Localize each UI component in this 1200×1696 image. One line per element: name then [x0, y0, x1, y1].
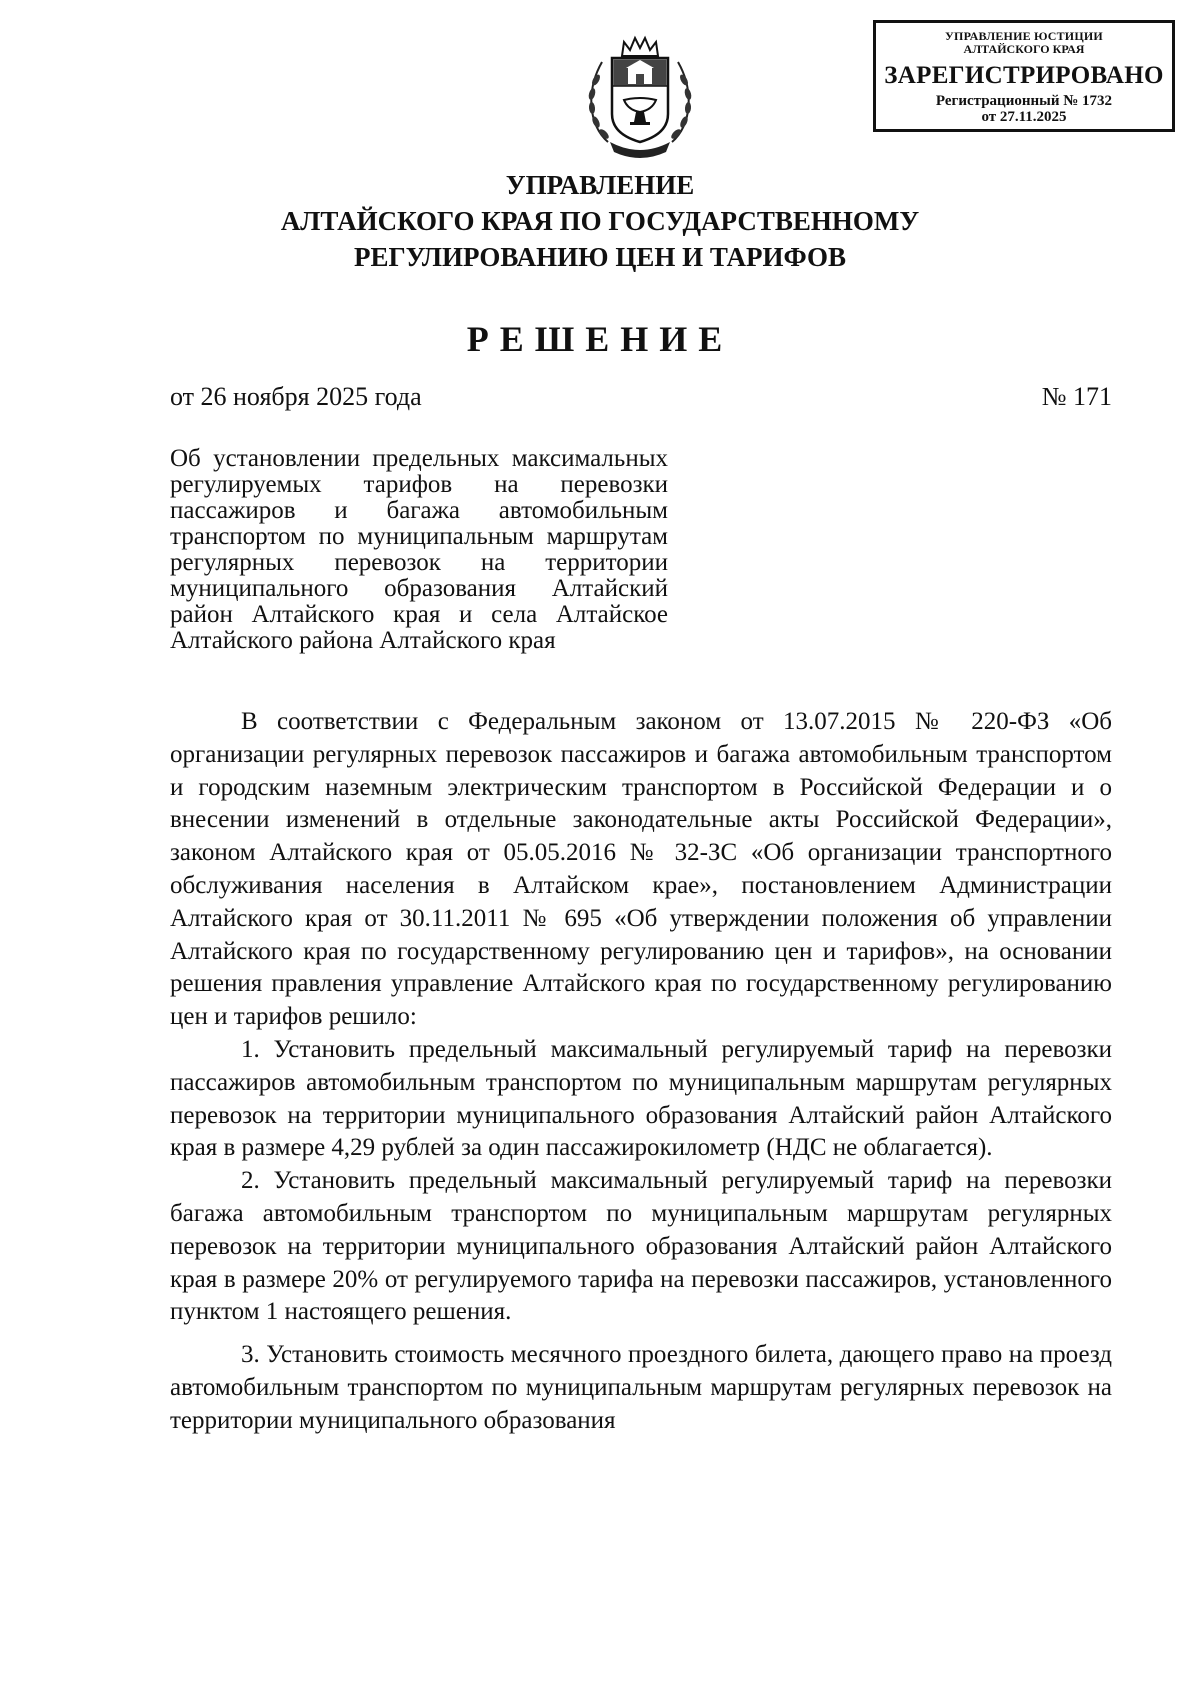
- clause-1: 1. Установить предельный максимальный регулируемый тариф на перевозки пассажиров автомобильным транспортом по муниципальным маршрутам регулярных перевозок на территории муниципального образования Алтайский район Алтайского края в размере 4,29 рублей за один пассажирокилометр (НДС не облагается).: [170, 1035, 1112, 1162]
- authority-name-line2: АЛТАЙСКОГО КРАЯ ПО ГОСУДАРСТВЕННОМУ: [280, 206, 920, 236]
- document-number: № 171: [1041, 382, 1112, 411]
- document-type-title: РЕШЕНИЕ: [466, 319, 734, 359]
- authority-name-line3: РЕГУЛИРОВАНИЮ ЦЕН И ТАРИФОВ: [353, 242, 847, 272]
- authority-name-line1: УПРАВЛЕНИЕ: [505, 170, 695, 200]
- document-subject: Об установлении предельных максимальных регулируемых тарифов на перевозки пассажиров и багажа автомобильным транспортом по муниципальным маршрутам регулярных перевозок на территории муниципального образования Алтайский район Алтайского края и села Алтайское Алтайского района Алтайского края: [170, 445, 668, 654]
- preamble-paragraph: В соответствии с Федеральным законом от 13.07.2015 № 220-ФЗ «Об организации регулярных перевозок пассажиров и багажа автомобильным транспортом и городским наземным электрическим транспортом в Российской Федерации и о внесении изменений в отдельные законодательные акты Российской Федерации», законом Алтайского края от 05.05.2016 № 32-ЗС «Об организации транспортного обслуживания населения в Алтайском крае», постановлением Администрации Алтайского края от 30.11.2011 № 695 «Об утверждении положения об управлении Алтайского края по государственному регулированию цен и тарифов», на основании решения правления управление Алтайского края по государственному регулированию цен и тарифов решило:: [170, 708, 1112, 1031]
- clause-2: 2. Установить предельный максимальный регулируемый тариф на перевозки багажа автомобильным транспортом по муниципальным маршрутам регулярных перевозок на территории муниципального образования Алтайский район Алтайского края в размере 20% от регулируемого тарифа на перевозки пассажиров, установленного пунктом 1 настоящего решения.: [170, 1167, 1112, 1326]
- registration-stamp: [873, 20, 1175, 132]
- stamp-date: от 27.11.2025: [981, 109, 1067, 125]
- clause-3: 3. Установить стоимость месячного проездного билета, дающего право на проезд автомобильным транспортом по муниципальным маршрутам регулярных перевозок на территории муниципального образования: [170, 1341, 1112, 1434]
- document-date: от 26 ноября 2025 года: [170, 382, 422, 411]
- coat-of-arms-icon: [580, 30, 700, 165]
- stamp-registration-number: Регистрационный № 1732: [935, 93, 1113, 109]
- stamp-org-line1: УПРАВЛЕНИЕ ЮСТИЦИИ: [945, 29, 1103, 43]
- stamp-status: ЗАРЕГИСТРИРОВАНО: [884, 62, 1164, 89]
- stamp-org-line2: АЛТАЙСКОГО КРАЯ: [963, 42, 1085, 56]
- document-body: [170, 706, 1112, 1438]
